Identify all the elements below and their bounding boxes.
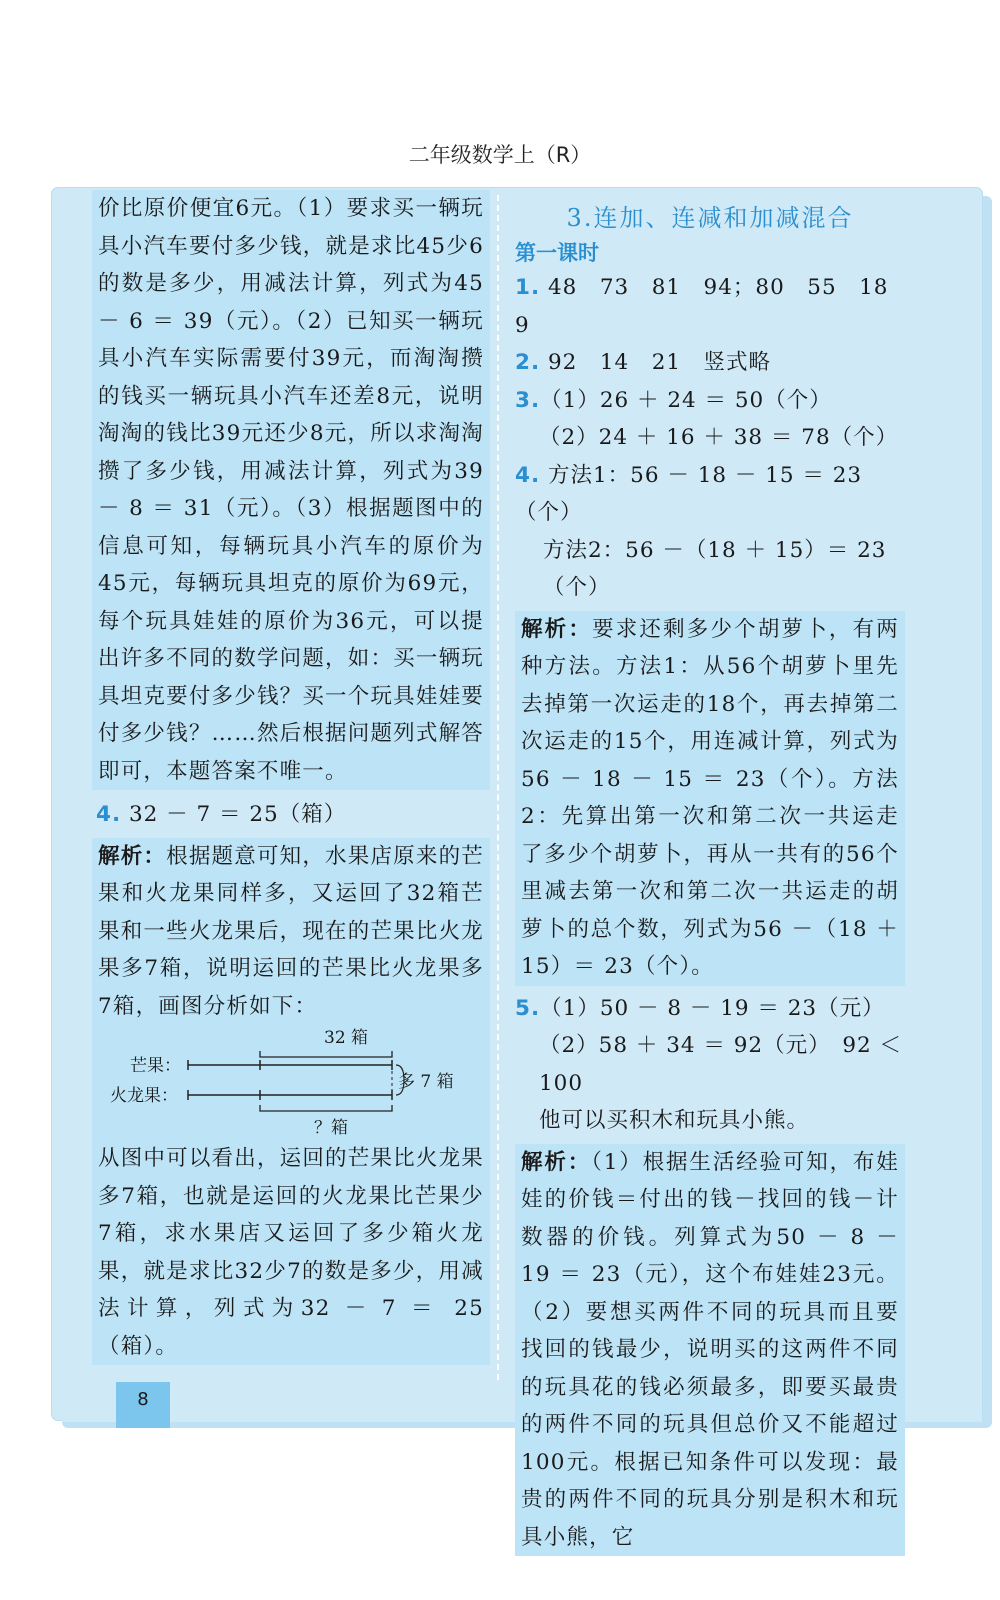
answer-5-part2: （2）58 ＋ 34 ＝ 92（元） 92 ＜ 100 (539, 1033, 903, 1096)
analysis-r5-text (515, 1144, 905, 1557)
answer-3-number: 3. (515, 387, 541, 413)
page-header: 二年级数学上（R） (408, 143, 592, 167)
analysis-r5-label: 解析： (521, 1149, 592, 1175)
line-diagram (92, 1025, 490, 1140)
analysis-4-box (92, 838, 490, 1366)
analysis-label: 解析： (98, 843, 167, 869)
right-column (515, 190, 912, 1556)
line-diagram-svg (92, 1025, 490, 1140)
left-para-box (92, 190, 490, 790)
analysis-r4-box (515, 611, 905, 986)
analysis-r4-label: 解析： (521, 616, 593, 642)
answer-5-part3: 他可以买积木和玩具小熊。 (539, 1108, 810, 1133)
answer-3-part2: （2）24 ＋ 16 ＋ 38 ＝ 78（个） (539, 425, 899, 450)
answer-2-text: 92 14 21 竖式略 (547, 350, 772, 375)
analysis-r5-body: （1）根据生活经验可知，布娃娃的价钱＝付出的钱－找回的钱－计数器的价钱。列算式为50 － 8 － 19 ＝ 23（元），这个布娃娃23元。（2）要想买两件不同的玩具而且要找回的钱最少，说明买的这两件不同的玩具花的钱必须最多，即要买最贵的两件不同的玩具但总价又不能超过100元。根据已知条件可以发现：最贵的两件不同的玩具分别是积木和玩具小熊，它 (521, 1149, 899, 1550)
answer-4-number: 4. (96, 802, 122, 827)
answer-4-method1-text: 方法1：56 － 18 － 15 ＝ 23（个） (515, 462, 863, 525)
analysis-4-conclusion: 从图中可以看出，运回的芒果比火龙果多7箱，也就是运回的火龙果比芒果少7箱，求水果店又运回了多少箱火龙果，就是求比32少7的数是多少，用减法计算，列式为32 － 7 ＝ 25（箱）。 (98, 1146, 484, 1359)
answer-1 (515, 269, 912, 344)
left-column (92, 190, 490, 1365)
answer-2 (515, 344, 905, 382)
diagram-row2-label: 火龙果： (110, 1086, 178, 1106)
diagram-row1-label: 芒果： (130, 1056, 181, 1076)
lesson-title: 第一课时 (515, 241, 599, 265)
answer-4-text: 32 － 7 ＝ 25（箱） (128, 802, 347, 827)
answer-4r-number: 4. (515, 462, 541, 488)
answer-5-number: 5. (515, 995, 541, 1021)
section-title: 3.连加、连减和加减混合 (566, 204, 854, 232)
answer-5-part1-text: （1）50 － 8 － 19 ＝ 23（元） (540, 995, 885, 1021)
answer-5-part1 (515, 990, 905, 1028)
answer-4 (92, 796, 490, 834)
analysis-r4-text (515, 611, 905, 986)
answer-1-text: 48 73 81 94；80 55 18 9 (515, 275, 912, 338)
left-paragraph-1: 价比原价便宜6元。（1）要求买一辆玩具小汽车要付多少钱，就是求比45少6的数是多少，用减法计算，列式为45 － 6 ＝ 39（元）。（2）已知买一辆玩具小汽车实际需要付39元，而淘淘攒的钱买一辆玩具小汽车还差8元，说明淘淘的钱比39元还少8元，所以求淘淘攒了多少钱，用减法计算，列式为39 － 8 ＝ 31（元）。（3）根据题图中的信息可知，每辆玩具小汽车的原价为45元，每辆玩具坦克的原价为69元，每个玩具娃娃的原价为36元，可以提出许多不同的数学问题，如：买一辆玩具坦克要付多少钱？买一个玩具娃娃要付多少钱？……然后根据问题列式解答即可，本题答案不唯一。 (98, 196, 484, 784)
analysis-4-body: 根据题意可知，水果店原来的芒果和火龙果同样多，又运回了32箱芒果和一些火龙果后，现在的芒果比火龙果多7箱，说明运回的芒果比火龙果多7箱，画图分析如下： (98, 843, 484, 1019)
analysis-r4-body: 要求还剩多少个胡萝卜，有两种方法。方法1：从56个胡萝卜里先去掉第一次运走的18个，再去掉第二次运走的15个，用连减计算，列式为56 － 18 － 15 ＝ 23（个）。方法2：先算出第一次和第二次一共运走了多少个胡萝卜，再从一共有的56个里减去第一次和第二次一共运走的胡萝卜的总个数，列式为56 －（18 ＋ 15）＝ 23（个）。 (521, 616, 899, 979)
diagram-diff-label: 多 7 箱 (398, 1072, 454, 1092)
answer-4-method1 (515, 457, 905, 532)
diagram-top-brace (260, 1051, 392, 1057)
analysis-4-text (92, 838, 490, 1026)
column-divider (497, 195, 499, 1380)
diagram-top-label: 32 箱 (324, 1028, 369, 1048)
answer-1-number: 1. (515, 275, 541, 300)
page-number: 8 (137, 1389, 149, 1410)
diagram-bottom-label: ？箱 (314, 1118, 348, 1138)
answer-2-number: 2. (515, 350, 541, 375)
diagram-bottom-brace (260, 1105, 392, 1111)
answer-4-method2: 方法2：56 －（18 ＋ 15）＝ 23（个） (543, 537, 887, 600)
answer-3-part1-text: （1）26 ＋ 24 ＝ 50（个） (540, 387, 832, 413)
analysis-r5-box (515, 1144, 905, 1557)
answer-3-part1 (515, 382, 905, 420)
